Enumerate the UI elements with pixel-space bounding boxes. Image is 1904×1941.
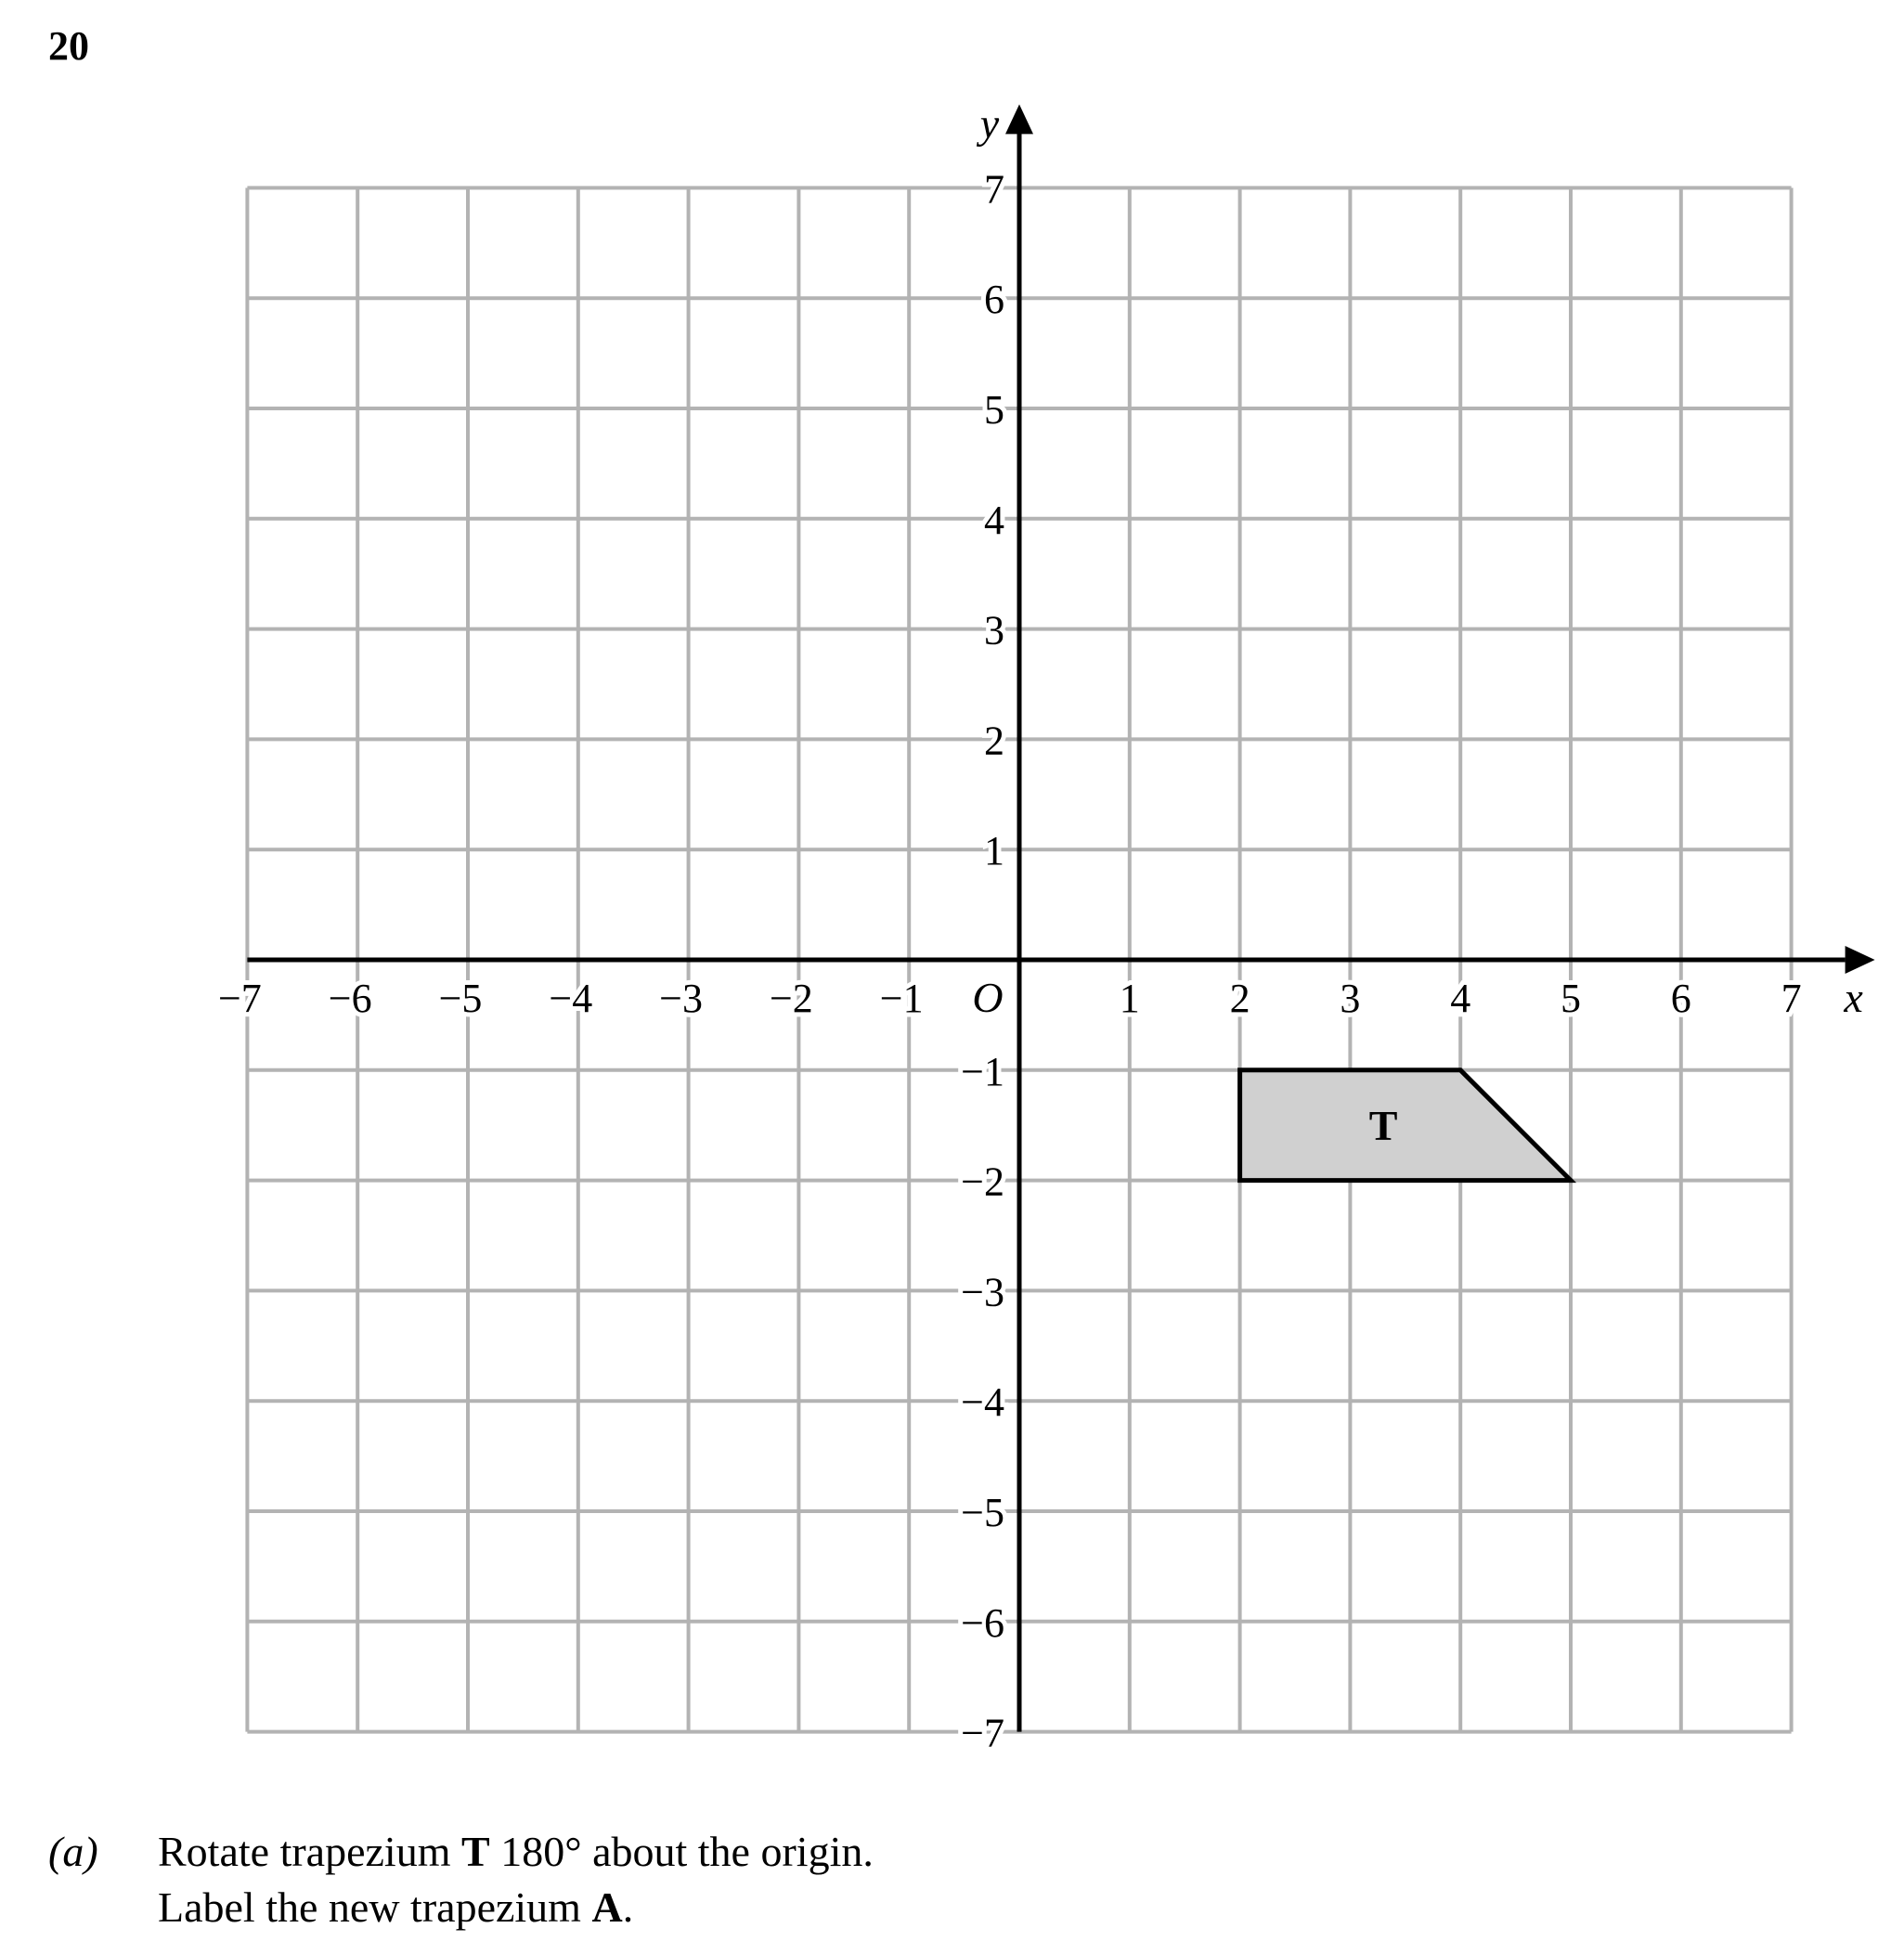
x-tick-label: −1: [879, 976, 924, 1021]
y-axis-arrow-icon: [1005, 104, 1033, 134]
x-tick-label: −5: [438, 976, 483, 1021]
y-tick-label: 3: [984, 607, 1004, 653]
y-tick-label: −6: [961, 1599, 1004, 1646]
x-tick-label: −7: [217, 976, 262, 1021]
x-tick-label: 1: [1119, 976, 1140, 1021]
origin-label: O: [972, 974, 1004, 1021]
trapezium-label-t: T: [1368, 1102, 1398, 1150]
part-a-instructions: [158, 1824, 874, 1935]
shape-name-t: T: [461, 1828, 490, 1875]
y-axis-label: y: [979, 99, 1000, 148]
x-axis-arrow-icon: [1846, 946, 1875, 974]
shape-name-a: A: [591, 1883, 623, 1931]
x-tick-label: −4: [549, 976, 593, 1021]
trapezium-t: [1240, 1070, 1571, 1181]
y-tick-label: 7: [984, 166, 1004, 213]
x-tick-label: 5: [1561, 976, 1581, 1021]
part-a-line-1-text: Rotate trapezium: [158, 1828, 461, 1875]
question-number: 20: [48, 23, 89, 69]
y-tick-label: −2: [961, 1158, 1004, 1205]
x-tick-label: −6: [328, 976, 372, 1021]
x-axis-label: x: [1844, 974, 1863, 1021]
part-a-line-1-rest: 180° about the origin.: [489, 1828, 874, 1875]
x-tick-label: −2: [769, 976, 813, 1021]
axes-layer: [247, 104, 1874, 1731]
x-tick-label: 6: [1670, 976, 1691, 1021]
part-a-label: (a): [48, 1828, 98, 1875]
y-tick-label: −5: [961, 1490, 1004, 1535]
part-a-line-2: [158, 1880, 874, 1935]
x-tick-label: 7: [1781, 976, 1802, 1021]
y-tick-label: 2: [984, 718, 1004, 764]
x-tick-label: 4: [1450, 976, 1471, 1021]
y-tick-label: 4: [984, 497, 1004, 543]
y-tick-label: −3: [961, 1269, 1004, 1315]
part-a-line-1: [158, 1824, 874, 1880]
x-tick-label: 2: [1229, 976, 1250, 1021]
y-tick-label: 6: [984, 277, 1004, 323]
y-tick-label: 1: [984, 828, 1004, 874]
x-tick-label: −3: [659, 976, 704, 1021]
part-a-line-2-rest: .: [622, 1883, 634, 1931]
tick-labels: [218, 99, 1863, 1755]
y-tick-label: 5: [984, 387, 1004, 433]
part-a-line-2-text: Label the new trapezium: [158, 1883, 592, 1931]
y-tick-label: −7: [961, 1710, 1004, 1756]
y-tick-label: −1: [961, 1048, 1004, 1094]
y-tick-label: −4: [961, 1379, 1004, 1426]
shapes-layer: [1240, 1070, 1571, 1181]
x-tick-label: 3: [1340, 976, 1361, 1021]
